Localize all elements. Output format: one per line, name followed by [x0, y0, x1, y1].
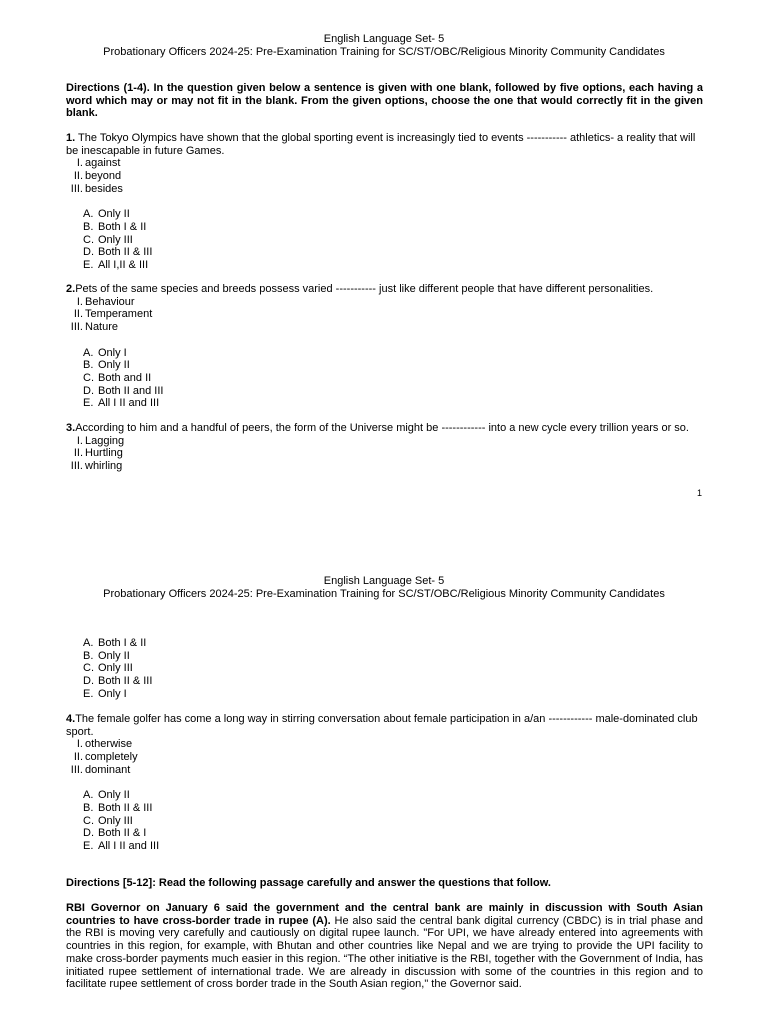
answer-option: B. Only II	[83, 359, 130, 372]
header-subtitle: Probationary Officers 2024-25: Pre-Examination Training for SC/ST/OBC/Religious Minority Community Candidates	[103, 587, 665, 600]
passage-bold: RBI Governor on January 6 said the government and the central bank are mainly in discussion with South Asian countries to have cross-border trade in rupee (A).	[66, 902, 703, 927]
answer-option: A. Only II	[83, 789, 130, 802]
choice-item: I. Lagging	[76, 434, 125, 447]
question-text: 1. The Tokyo Olympics have shown that the global sporting event is increasingly tied to events ----------- athletics- a reality that will be inescapable in future Games.	[66, 132, 696, 157]
directions-text: Directions [5-12]: Read the following passage carefully and answer the questions that follow.	[66, 877, 551, 889]
passage-text: He also said the central bank digital currency (CBDC) is in trial phase and the RBI is moving very carefully and cautiously on digital rupee launch. "For UPI, we have already entered into agreements with countries in this region, for example, with Bhutan and other countries like Nepal and we are trying to provide the UPI facility to make cross-border payments much easier in this region. “The other initiative is the RBI, together with the Government of India, has initiated rupee settlement of international trade. We are already in discussion with some of the countries in this region and to facilitate rupee settlement of cross border trade in the South Asian region," the Governor said.	[66, 914, 703, 991]
choice-item: III. besides	[70, 182, 123, 195]
choice-item: II. Temperament	[73, 308, 153, 321]
answer-option: B. Both II & III	[83, 801, 153, 814]
directions-1-4	[66, 82, 703, 120]
answer-option: A. Only I	[83, 346, 127, 359]
question-3-options	[66, 637, 703, 701]
page-header-2	[0, 575, 768, 600]
answer-option: A. Only II	[83, 208, 130, 221]
question-1	[66, 132, 703, 272]
choice-item: II. beyond	[73, 170, 122, 183]
choice-item: I. against	[76, 157, 121, 170]
answer-option: B. Only II	[83, 649, 130, 662]
header-title: English Language Set- 5	[323, 33, 445, 45]
question-2	[66, 283, 703, 410]
question-text: 4.The female golfer has come a long way in stirring conversation about female participation in a/an ------------ male-dominated club sport.	[66, 713, 698, 738]
answer-option: D. Both II & III	[83, 675, 153, 688]
choice-item: I. Behaviour	[76, 295, 135, 308]
page-number: 1	[697, 488, 703, 498]
passage	[66, 902, 703, 991]
answer-option: E. All I II and III	[83, 840, 160, 853]
answer-option: E. All I,II & III	[83, 259, 149, 272]
answer-option: B. Both I & II	[83, 220, 147, 233]
page-header	[0, 33, 768, 58]
answer-option: E. Only I	[83, 687, 127, 700]
answer-option: E. All I II and III	[83, 397, 160, 410]
directions-5-12	[66, 877, 703, 890]
choice-item: I. otherwise	[76, 738, 133, 751]
answer-option: C. Both and II	[83, 371, 152, 384]
question-3	[66, 422, 703, 473]
answer-option: C. Only III	[83, 814, 133, 827]
header-subtitle: Probationary Officers 2024-25: Pre-Examination Training for SC/ST/OBC/Religious Minority Community Candidates	[103, 45, 665, 58]
question-text: 3.According to him and a handful of peers, the form of the Universe might be ------------ into a new cycle every trillion years or so.	[66, 422, 689, 434]
answer-option: C. Only III	[83, 662, 133, 675]
answer-option: C. Only III	[83, 233, 133, 246]
question-text: 2.Pets of the same species and breeds possess varied ----------- just like different people that have different personalities.	[66, 283, 654, 295]
choice-item: II. completely	[73, 751, 138, 764]
directions-text: Directions (1-4). In the question given below a sentence is given with one blank, followed by five options, each having a word which may or may not fit in the blank. From the given options, choose the one that would correctly fit in the given blank.	[66, 82, 703, 120]
answer-option: D. Both II & III	[83, 246, 153, 259]
choice-item: III. Nature	[70, 321, 119, 334]
choice-item: II. Hurtling	[73, 447, 123, 460]
choice-item: III. whirling	[70, 460, 123, 473]
header-title: English Language Set- 5	[323, 575, 445, 587]
answer-option: D. Both II & I	[83, 827, 147, 840]
answer-option: D. Both II and III	[83, 384, 164, 397]
choice-item: III. dominant	[70, 763, 131, 776]
answer-option: A. Both I & II	[83, 637, 147, 649]
question-4	[66, 713, 703, 853]
